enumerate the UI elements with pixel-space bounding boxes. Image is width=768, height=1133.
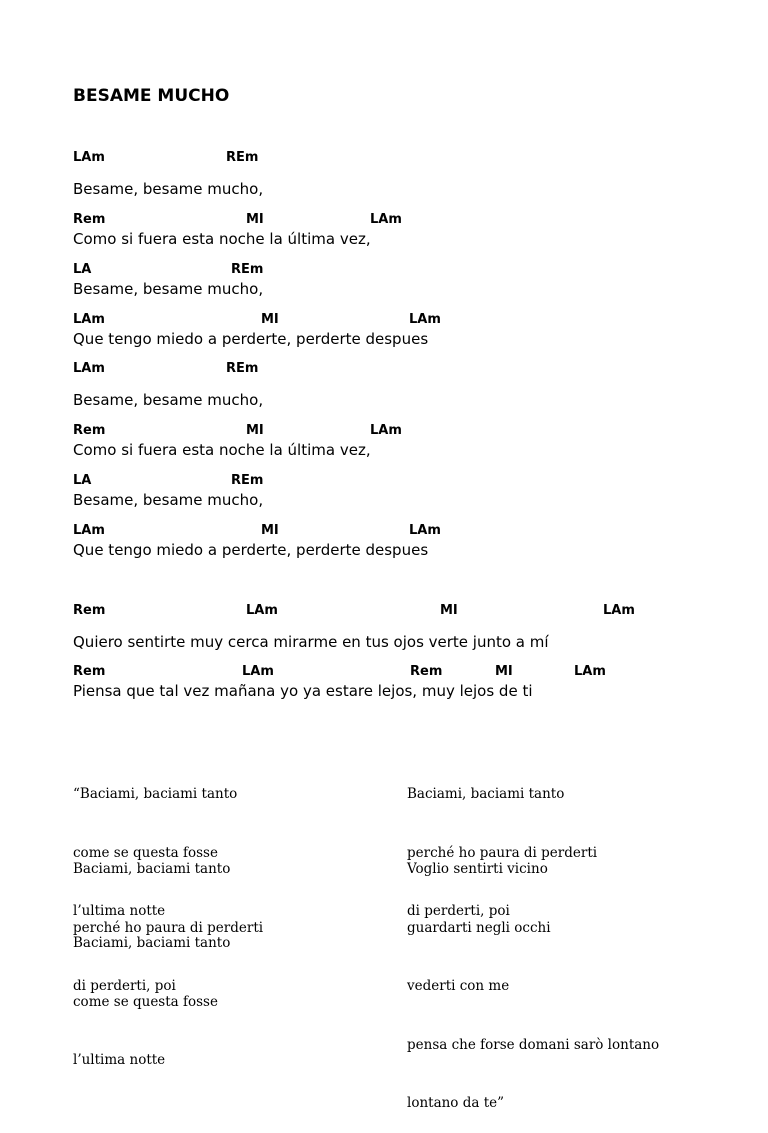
italian-line: Baciami, baciami tanto bbox=[407, 786, 565, 802]
italian-line: l’ultima notte bbox=[73, 1052, 166, 1068]
chord: MI bbox=[440, 603, 458, 618]
chord: LAm bbox=[370, 423, 402, 438]
lyric-line: Besame, besame mucho, bbox=[73, 391, 264, 409]
lyric-line: Que tengo miedo a perderte, perderte despues bbox=[73, 330, 429, 348]
lyric-line: Besame, besame mucho, bbox=[73, 491, 264, 509]
chord: LAm bbox=[246, 603, 278, 618]
lyric-line: Que tengo miedo a perderte, perderte despues bbox=[73, 541, 429, 559]
italian-line: guardarti negli occhi bbox=[407, 919, 551, 936]
chord: MI bbox=[495, 664, 513, 679]
chord: LAm bbox=[73, 361, 105, 376]
chord: MI bbox=[246, 212, 264, 227]
chord: LAm bbox=[409, 312, 441, 327]
italian-line: come se questa fosse bbox=[73, 993, 218, 1010]
chord: LAm bbox=[409, 523, 441, 538]
lyric-line: Piensa que tal vez mañana yo ya estare lejos, muy lejos de ti bbox=[73, 682, 533, 700]
chord: Rem bbox=[73, 664, 106, 679]
italian-line: perché ho paura di perderti bbox=[73, 919, 264, 936]
italian-stanza bbox=[73, 895, 230, 1090]
chord: LAm bbox=[603, 603, 635, 618]
chord: Rem bbox=[73, 423, 106, 438]
chord: Rem bbox=[410, 664, 443, 679]
chord: LAm bbox=[73, 150, 105, 165]
chord: LAm bbox=[73, 312, 105, 327]
chord: MI bbox=[246, 423, 264, 438]
chord: REm bbox=[226, 150, 259, 165]
italian-line: vederti con me bbox=[407, 978, 510, 994]
chord: LAm bbox=[370, 212, 402, 227]
chord: LAm bbox=[242, 664, 274, 679]
italian-line: Voglio sentirti vicino bbox=[407, 861, 548, 877]
italian-line: pensa che forse domani sarò lontano bbox=[407, 1036, 660, 1053]
chord: REm bbox=[231, 473, 264, 488]
chord: LA bbox=[73, 262, 92, 277]
chord: REm bbox=[231, 262, 264, 277]
chord: MI bbox=[261, 523, 279, 538]
italian-line: di perderti, poi bbox=[407, 903, 510, 919]
lyric-line: Como si fuera esta noche la última vez, bbox=[73, 441, 371, 459]
italian-line: di perderti, poi bbox=[73, 978, 176, 994]
italian-line: lontano da te” bbox=[407, 1095, 505, 1111]
italian-line: l’ultima notte bbox=[73, 903, 166, 919]
italian-line: Baciami, baciami tanto bbox=[73, 935, 231, 951]
lyric-line: Besame, besame mucho, bbox=[73, 280, 264, 298]
chord: REm bbox=[226, 361, 259, 376]
lyric-line: Quiero sentirte muy cerca mirarme en tus ojos verte junto a mí bbox=[73, 633, 549, 651]
song-title: BESAME MUCHO bbox=[73, 86, 230, 106]
italian-line: “Baciami, baciami tanto bbox=[73, 786, 238, 802]
chord: MI bbox=[261, 312, 279, 327]
chord: Rem bbox=[73, 603, 106, 618]
chord: LAm bbox=[574, 664, 606, 679]
lyric-line: Besame, besame mucho, bbox=[73, 180, 264, 198]
lyric-line: Como si fuera esta noche la última vez, bbox=[73, 230, 371, 248]
italian-line: perché ho paura di perderti bbox=[407, 844, 598, 861]
italian-stanza bbox=[407, 821, 659, 1133]
italian-line: come se questa fosse bbox=[73, 844, 218, 861]
chord: LA bbox=[73, 473, 92, 488]
chord: LAm bbox=[73, 523, 105, 538]
chord: Rem bbox=[73, 212, 106, 227]
italian-line: Baciami, baciami tanto bbox=[73, 861, 231, 877]
